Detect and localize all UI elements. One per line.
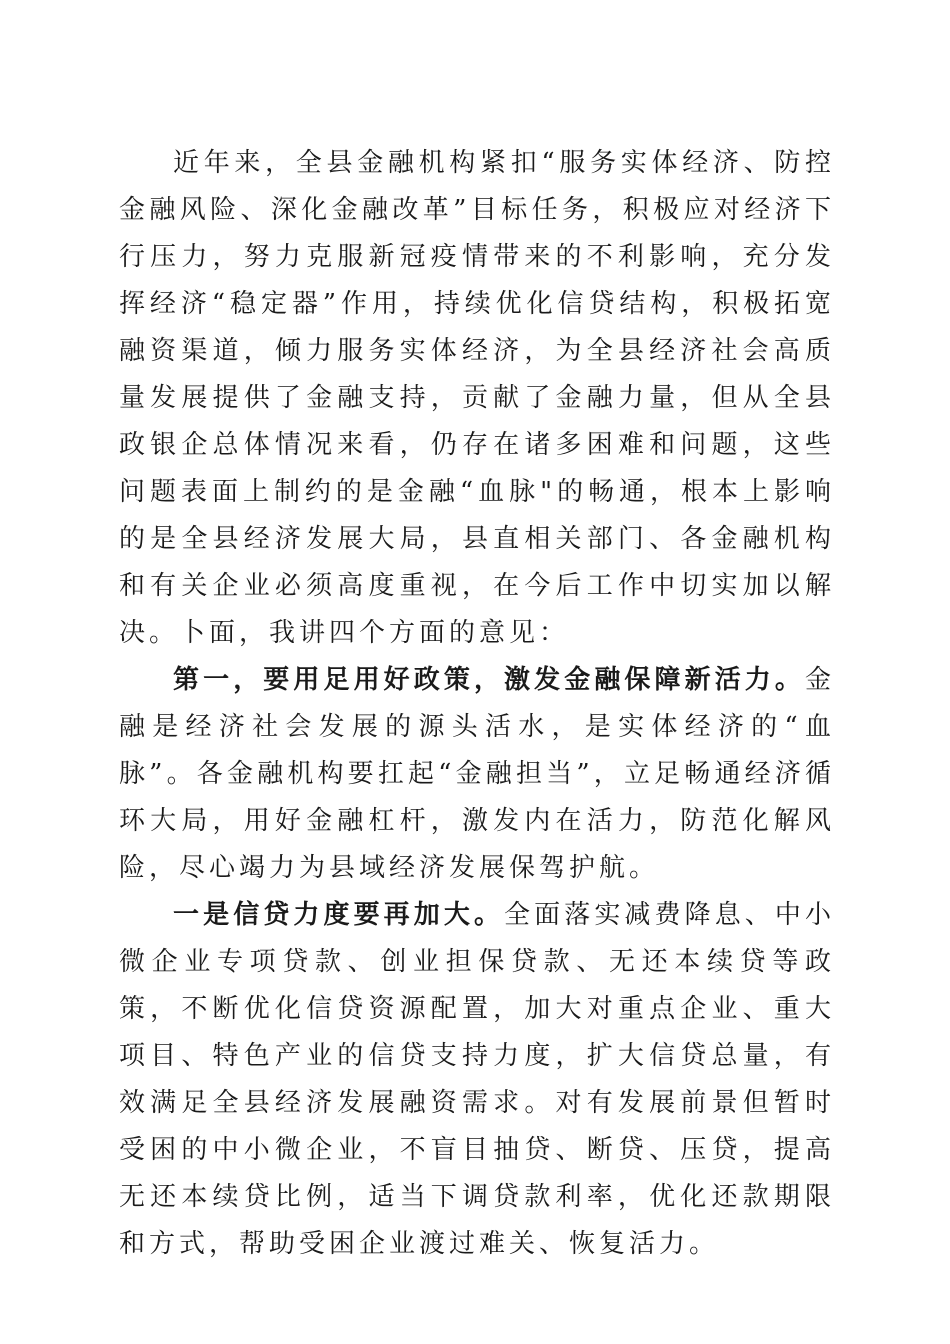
paragraph-credit-lead: 一是信贷力度要再加大。 xyxy=(173,900,505,930)
paragraph-intro xyxy=(119,140,835,657)
document-body xyxy=(119,140,835,1268)
paragraph-first-point-body: 金融是经济社会发展的源头活水，是实体经济的“血脉”。各金融机构要扛起“金融担当”，立足畅通经济循环大局，用好金融杠杆，激发内在活力，防范化解风险，尽心竭力为县域经济发展保驾护航。 xyxy=(119,665,835,883)
paragraph-first-point-lead: 第一，要用足用好政策，激发金融保障新活力。 xyxy=(173,665,805,695)
paragraph-first-point xyxy=(119,657,835,892)
paragraph-credit-body: 全面落实减费降息、中小微企业专项贷款、创业担保贷款、无还本续贷等政策，不断优化信贷资源配置，加大对重点企业、重大项目、特色产业的信贷支持力度，扩大信贷总量，有效满足全县经济发展融资需求。对有发展前景但暂时受困的中小微企业，不盲目抽贷、断贷、压贷，提高无还本续贷比例，适当下调贷款利率，优化还款期限和方式，帮助受困企业渡过难关、恢复活力。 xyxy=(119,900,835,1259)
paragraph-intro-body: 近年来，全县金融机构紧扣“服务实体经济、防控金融风险、深化金融改革”目标任务，积极应对经济下行压力，努力克服新冠疫情带来的不利影响，充分发挥经济“稳定器”作用，持续优化信贷结构，积极拓宽融资渠道，倾力服务实体经济，为全县经济社会高质量发展提供了金融支持，贡献了金融力量，但从全县政银企总体情况来看，仍存在诸多困难和问题，这些问题表面上制约的是金融“血脉"的畅通，根本上影响的是全县经济发展大局，县直相关部门、各金融机构和有关企业必须高度重视，在今后工作中切实加以解决。卜面，我讲四个方面的意见： xyxy=(119,148,835,648)
paragraph-credit xyxy=(119,892,835,1268)
